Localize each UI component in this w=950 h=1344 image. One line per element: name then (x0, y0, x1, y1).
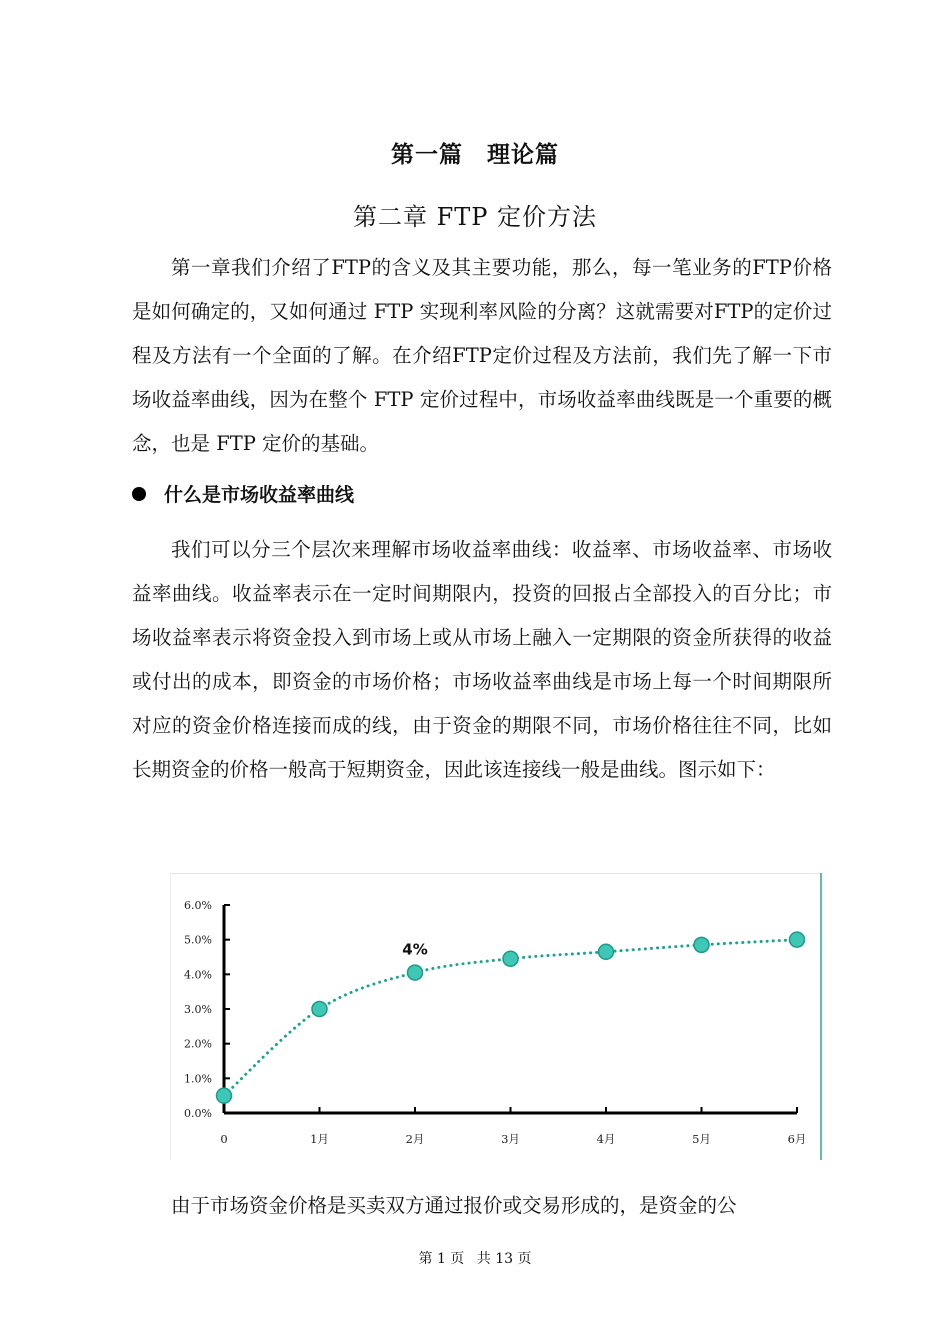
y-tick-label: 6.0% (184, 899, 212, 912)
x-tick-label: 2月 (405, 1132, 425, 1146)
data-point (503, 951, 518, 966)
x-tick-label: 1月 (310, 1132, 329, 1146)
definition-paragraph: 我们可以分三个层次来理解市场收益率曲线：收益率、市场收益率、市场收益率曲线。收益率表示在一定时间期限内，投资的回报占全部投入的百分比；市场收益率表示将资金投入到市场上或从市场上融入一定期限的资金所获得的收益或付出的成本，即资金的市场价格；市场收益率曲线是市场上每一个时间期限所对应的资金价格连接而成的线，由于资金的期限不同，市场价格往往不同，比如长期资金的价格一般高于短期资金，因此该连接线一般是曲线。图示如下： (132, 538, 832, 781)
x-tick-label: 3月 (501, 1132, 520, 1146)
data-point (790, 932, 805, 947)
part-title: 第一篇 理论篇 (391, 142, 559, 168)
y-tick-label: 5.0% (184, 933, 212, 947)
section-heading (132, 480, 354, 507)
y-tick-label: 3.0% (184, 1003, 212, 1016)
y-tick-label: 2.0% (184, 1037, 212, 1051)
data-point (408, 965, 423, 980)
data-point (217, 1088, 232, 1103)
data-point (599, 944, 614, 959)
chapter-title: 第二章 FTP 定价方法 (352, 203, 598, 231)
bullet-icon (132, 487, 146, 501)
y-tick-label: 0.0% (184, 1107, 212, 1120)
page-total: 共 13 页 (476, 1251, 532, 1267)
yield-curve-chart (170, 873, 822, 1160)
x-tick-label: 5月 (692, 1132, 711, 1146)
y-tick-label: 1.0% (184, 1072, 212, 1086)
data-label: 4% (402, 940, 428, 959)
page-number: 第 1 页 (418, 1251, 465, 1267)
page-footer (0, 1248, 950, 1268)
x-tick-label: 6月 (787, 1132, 807, 1146)
continuation-paragraph: 由于市场资金价格是买卖双方通过报价或交易形成的，是资金的公 (171, 1194, 737, 1217)
y-tick-label: 4.0% (184, 968, 212, 982)
chart-svg (170, 873, 822, 1160)
data-point (312, 1002, 327, 1017)
intro-paragraph: 第一章我们介绍了FTP的含义及其主要功能，那么，每一笔业务的FTP价格是如何确定的，又如何通过 FTP 实现利率风险的分离？这就需要对FTP的定价过程及方法有一个全面的了解。在介绍FTP定价过程及方法前，我们先了解一下市场收益率曲线，因为在整个 FTP 定价过程中，市场收益率曲线既是一个重要的概念，也是 FTP 定价的基础。 (132, 256, 832, 455)
section-heading-text: 什么是市场收益率曲线 (164, 484, 355, 506)
x-tick-label: 0 (220, 1132, 228, 1146)
x-tick-label: 4月 (596, 1132, 616, 1146)
data-point (694, 937, 709, 952)
